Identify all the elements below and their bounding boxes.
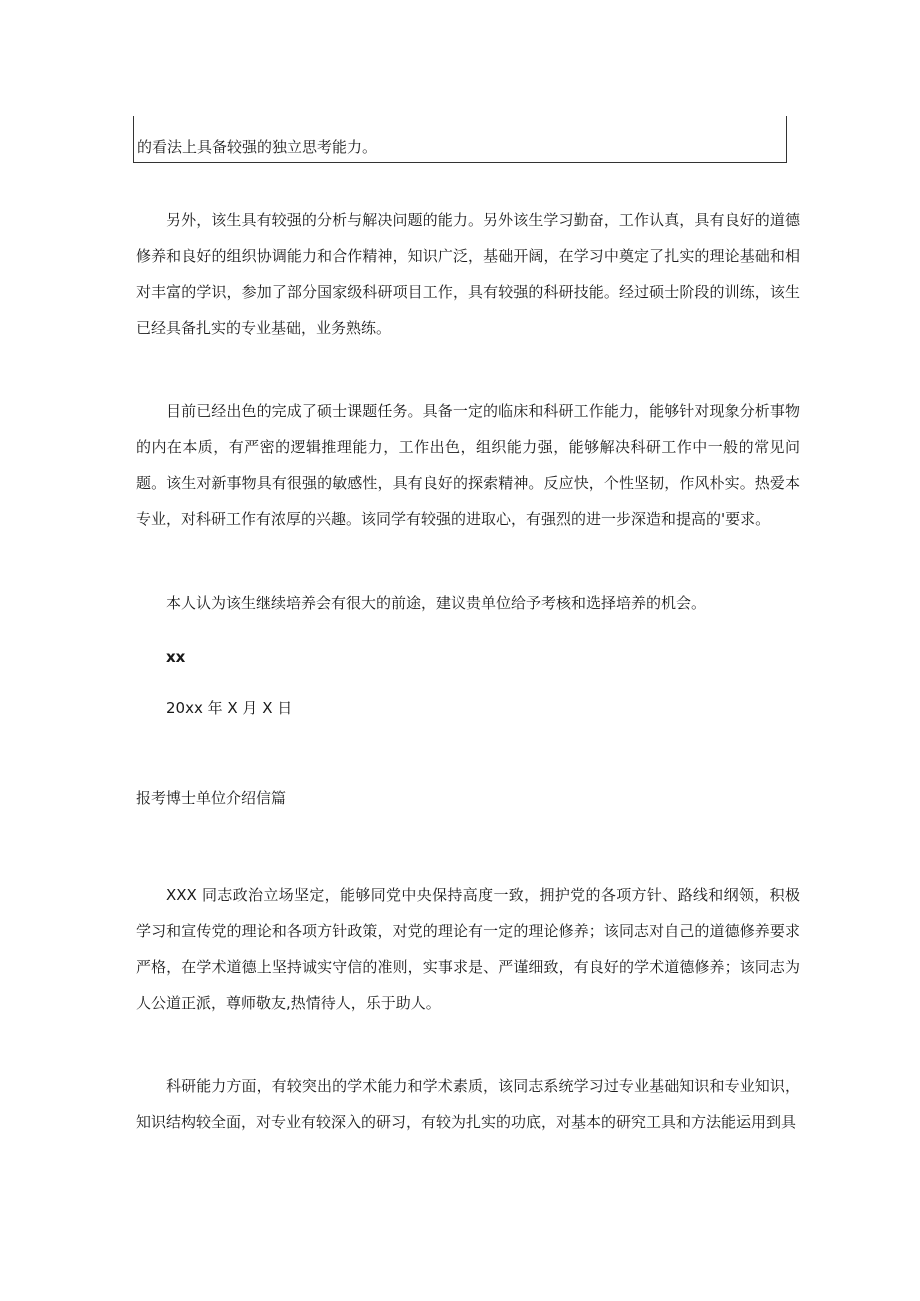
paragraph-thesis-completion: 目前已经出色的完成了硕士课题任务。具备一定的临床和科研工作能力，能够针对现象分析事物的内在本质，有严密的逻辑推理能力，工作出色，组织能力强，能够解决科研工作中一般的常见问题。该生对新事物具有很强的敏感性，具有良好的探索精神。反应快，个性坚韧，作风朴实。热爱本专业，对科研工作有浓厚的兴趣。该同学有较强的进取心，有强烈的进一步深造和提高的'要求。 [136,402,800,528]
table-fragment-text: 的看法上具备较强的独立思考能力。 [137,138,378,156]
paragraph-analysis-ability: 另外，该生具有较强的分析与解决问题的能力。另外该生学习勤奋，工作认真，具有良好的道德修养和良好的组织协调能力和合作精神，知识广泛，基础开阔，在学习中奠定了扎实的理论基础和相对丰富的学识，参加了部分国家级科研项目工作，具有较强的科研技能。经过硕士阶段的训练，该生已经具备扎实的专业基础，业务熟练。 [136,211,800,337]
paragraph-research-ability: 科研能力方面，有较突出的学术能力和学术素质，该同志系统学习过专业基础知识和专业知识，知识结构较全面，对专业有较深入的研习，有较为扎实的功底，对基本的研究工具和方法能运用到具 [136,1077,800,1131]
paragraph-recommendation: 本人认为该生继续培养会有很大的前途，建议贵单位给予考核和选择培养的机会。 [166,594,707,612]
signature-date: 20xx 年 X 月 X 日 [166,699,293,717]
table-fragment-box [133,116,787,163]
paragraph-political-stance: XXX 同志政治立场坚定，能够同党中央保持高度一致，拥护党的各项方针、路线和纲领，积极学习和宣传党的理论和各项方针政策，对党的理论有一定的理论修养；该同志对自己的道德修养要求严格，在学术道德上坚持诚实守信的准则，实事求是、严谨细致，有良好的学术道德修养；该同志为人公道正派，尊师敬友,热情待人，乐于助人。 [136,886,800,1012]
section-title: 报考博士单位介绍信篇 [136,789,287,807]
signature: xx [166,648,186,666]
